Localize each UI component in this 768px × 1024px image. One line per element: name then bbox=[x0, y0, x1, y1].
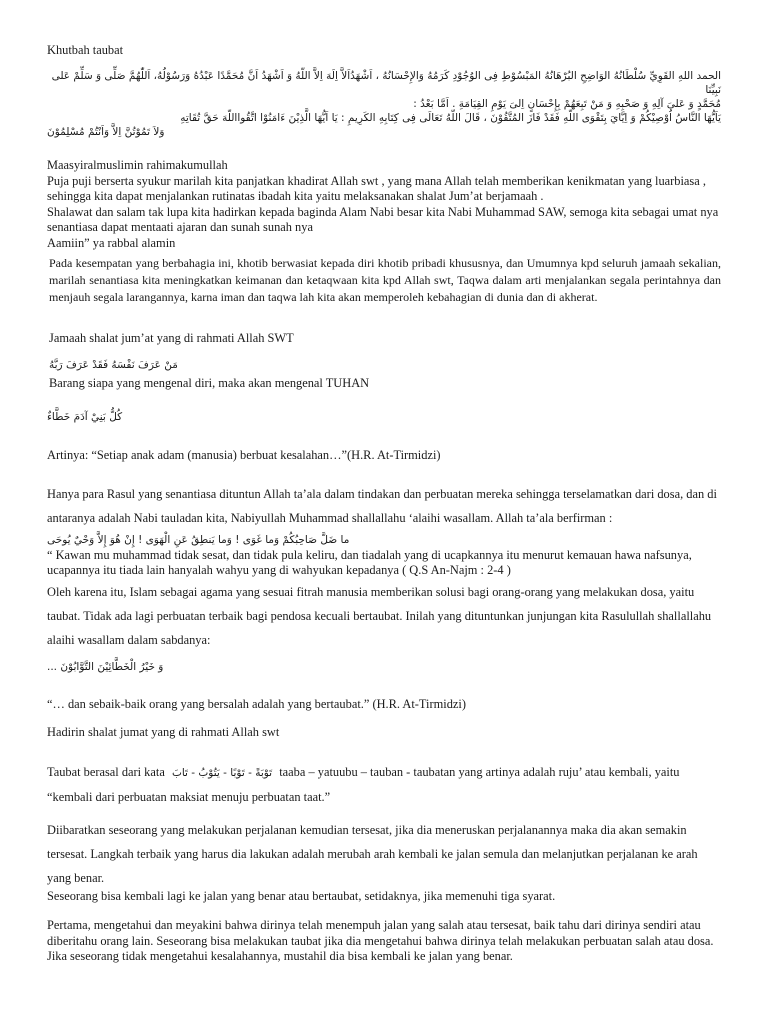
quran-arabic: ما ضَلَّ صَاحِبُكُمْ وَما غَوَى ! وَما يَنطِقُ عَنِ الْهَوَى ! إِنْ هُوَ إِلاَّ وَحْيٌ يُوحَى bbox=[47, 534, 350, 546]
shalawat-text: Shalawat dan salam tak lupa kita hadirkan kepada baginda Alam Nabi besar kita Nabi Muhammad SAW, semoga kita sebagai umat nya senantiasa dapat mentaati ajaran dan sunah sunah nya bbox=[47, 204, 719, 234]
arabic-line: يَاَيُّهَا النَّاسُ اُوْصِيْكُمْ وَ اِيَّايَ بِتَقْوَى اللّهِ فَقَدْ فَازَ المُتَّقُوْنَ ، قَالَ اللّهُ تَعَالَى فِى كِتَابِهِ الكَرِيمِ : يَا اَيُّهَا الَّذِيْنَ ءَامَنُوْا اتَّقُوااللّهَ حَقَّ تُقَاتِهِ bbox=[180, 112, 721, 124]
hadith3-translation: “… dan sebaik-baik orang yang bersalah adalah yang bertaubat.” (H.R. At-Tirmidzi) bbox=[47, 697, 466, 711]
aamiin-text: Aamiin” ya rabbal alamin bbox=[47, 235, 176, 250]
hadirin-heading: Hadirin shalat jumat yang di rahmati Allah swt bbox=[47, 725, 280, 739]
perjalanan-paragraph: Diibaratkan seseorang yang melakukan perjalanan kemudian tersesat, jika dia meneruskan perjalanannya maka dia akan semakin tersesat. Langkah terbaik yang harus dia lakukan adalah merubah arah kembali ke jalan semula dan melanjutkan perjalanan ke arah yang benar. bbox=[47, 823, 698, 885]
arabic-line: مُحَمَّدٍ وَ عَلىَ آلِهِ وَ صَحْبِهِ وَ مَنْ تَبِعَهُمْ بِإِحْسَانٍ اِلىَ يَوْمِ القِيَامَةِ . اَمَّا بَعْدُ : bbox=[413, 98, 721, 110]
taubat-def-arabic: تَوْبَةً - تَوْبًا - يَتُوْبُ - تَابَ bbox=[171, 767, 273, 779]
taubat-def-suffix: taaba – yatuubu – tauban - taubatan yang artinya adalah ruju’ atau kembali, yaitu “kembali dari perbuatan maksiat menuju perbuatan taat.” bbox=[47, 765, 680, 804]
hadith2-arabic: كُلُّ بَنِيْ آدَمَ خَطَّاءٌ bbox=[47, 411, 123, 423]
opening-arabic-text bbox=[47, 69, 721, 139]
taubat-definition bbox=[47, 760, 723, 809]
hadith1-arabic: مَنْ عَرَفَ نَفْسَهُ فَقَدْ عَرَفَ رَبَّهُ bbox=[49, 359, 178, 371]
arabic-line: الحمد اللهِ القَوِيِّ سُلْطَانُهُ الوَاضِحِ البُرْهَانُهُ المَبْسُوْطِ فِى الوُجُوْدِ كَرَمُهُ وَالإِحْسَانُهُ ، اَشْهَدُاَلاَّ اِلَهَ اِلاَّ اللّهُ وَ اَشْهَدُ اَنَّ مُحَمَّدًا عَبْدُهُ وَرَسُوْلُهُ، اَللّٰهُمَّ صَلِّى وَ سَلِّمْ عَلى نَبِيِّنَا bbox=[51, 70, 721, 96]
quran-translation: “ Kawan mu muhammad tidak sesat, dan tidak pula keliru, dan tiadalah yang di ucapkannya itu menurut kemauan hawa nafsunya, ucapannya itu tiada lain hanyalah wahyu yang di wahyukan kepadanya ( Q.S An-Najm : 2-4 ) bbox=[47, 548, 692, 577]
jamaah-heading: Jamaah shalat jum’at yang di rahmati Allah SWT bbox=[49, 331, 294, 345]
rasul-paragraph: Hanya para Rasul yang senantiasa dituntun Allah ta’ala dalam tindakan dan perbuatan mereka sehingga terselamatkan dari dosa, dan di antaranya adalah Nabi tauladan kita, Nabiyullah Muhammad shallallahu ‘alaihi wasallam. Allah ta’ala berfirman : bbox=[47, 487, 717, 525]
syarat-paragraph: Seseorang bisa kembali lagi ke jalan yang benar atau bertaubat, setidaknya, jika memenuhi tiga syarat. bbox=[47, 889, 556, 903]
arabic-line: وَلاَ تَمُوْتُنَّ اِلاَّ وَاَنْتُمْ مُسْلِمُوْنَ bbox=[47, 126, 165, 138]
document-title: Khutbah taubat bbox=[47, 43, 124, 57]
greeting-line: Maasyiralmuslimin rahimakumullah bbox=[47, 158, 228, 172]
wasiat-paragraph: Pada kesempatan yang berbahagia ini, khotib berwasiat kepada diri khotib pribadi khususnya, dan Umumnya kpd seluruh jamaah sekalian, marilah senantiasa kita meningkatkan keimanan dan ketaqwaan kita kpd Allah swt, Taqwa dalam arti menjalankan segala perintahnya dan menjauh segala larangannya, karna iman dan taqwa lah kita akan memperoleh kebahagian di dunia dan di akherat. bbox=[49, 256, 721, 304]
praise-text: Puja puji berserta syukur marilah kita panjatkan khadirat Allah swt , yang mana Allah telah memberikan kenikmatan yang luarbiasa , sehingga kita dapat menjalankan rutinatas ibadah kita yaitu melaksanakan shalat Jum’at berjamaah . bbox=[47, 173, 706, 203]
greeting-paragraph bbox=[47, 158, 723, 251]
hadith2-translation: Artinya: “Setiap anak adam (manusia) berbuat kesalahan…”(H.R. At-Tirmidzi) bbox=[47, 448, 441, 462]
taubat-def-prefix: Taubat berasal dari kata bbox=[47, 765, 165, 779]
pertama-paragraph: Pertama, mengetahui dan meyakini bahwa dirinya telah menempuh jalan yang salah atau tersesat, baik tahu dari dirinya sendiri atau diberitahu orang lain. Seseorang bisa melakukan taubat jika dia mengetahui bahwa dirinya telah melakukan perbuatan salah atau dosa. Jika seseorang tidak mengetahui kesalahannya, mustahil dia bisa kembali ke jalan yang benar. bbox=[47, 918, 714, 963]
islam-paragraph: Oleh karena itu, Islam sebagai agama yang sesuai fitrah manusia memberikan solusi bagi orang-orang yang melakukan dosa, yaitu taubat. Tidak ada lagi perbuatan terbaik bagi pendosa kecuali bertaubat. Inilah yang dituntunkan junjungan kita Rasulullah shallallahu alaihi wasallam dalam sabdanya: bbox=[47, 585, 712, 647]
hadith3-arabic: وَ خَيْرُ الْخَطَّائِيْنَ التَّوَّابُوْنَ ... bbox=[47, 661, 164, 673]
hadith1-translation: Barang siapa yang mengenal diri, maka akan mengenal TUHAN bbox=[49, 376, 370, 390]
